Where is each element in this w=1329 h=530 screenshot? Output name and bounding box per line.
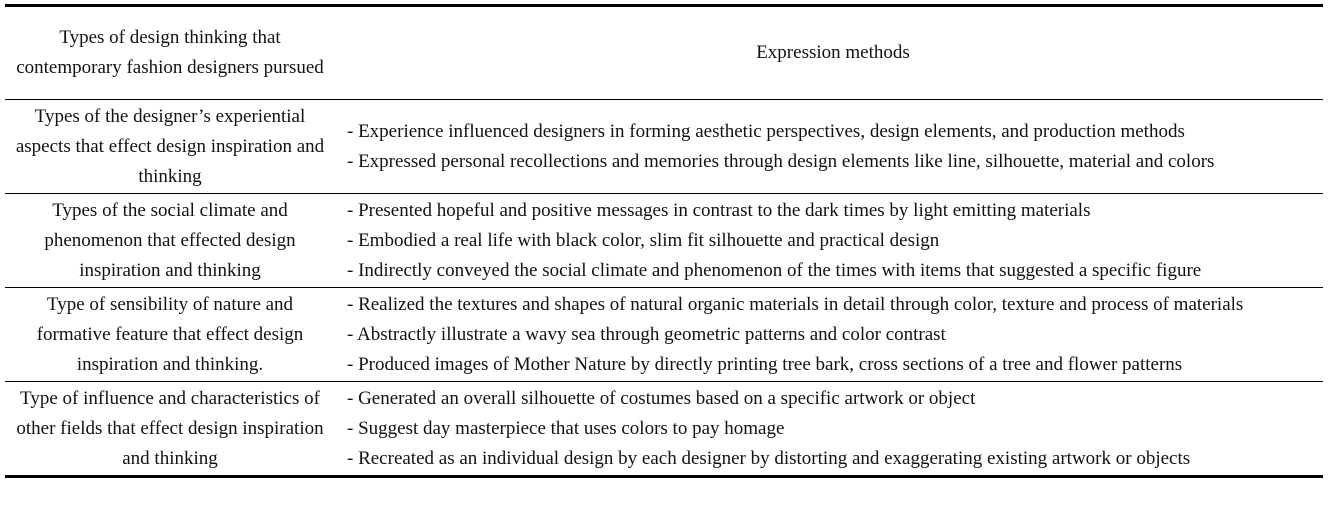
type-cell bbox=[5, 290, 335, 380]
method-item: - Produced images of Mother Nature by directly printing tree bark, cross sections of a tree and flower patterns bbox=[347, 354, 1183, 375]
type-label: Type of influence and characteristics of other fields that effect design inspiration and thinking bbox=[16, 388, 324, 469]
method-item: - Indirectly conveyed the social climate and phenomenon of the times with items that suggested a specific figure bbox=[347, 260, 1202, 281]
header-methods-label: Expression methods bbox=[756, 42, 910, 63]
header-cell-types bbox=[5, 7, 335, 99]
method-item: - Expressed personal recollections and memories through design elements like line, silhouette, material and colors bbox=[347, 151, 1215, 172]
table-row bbox=[5, 194, 1323, 287]
design-thinking-table bbox=[5, 4, 1323, 478]
type-cell bbox=[5, 196, 335, 286]
type-cell bbox=[5, 384, 335, 474]
header-cell-methods bbox=[335, 7, 1323, 99]
method-item: - Recreated as an individual design by each designer by distorting and exaggerating existing artwork or objects bbox=[347, 448, 1191, 469]
methods-cell bbox=[335, 384, 1323, 474]
method-item: - Experience influenced designers in forming aesthetic perspectives, design elements, and production methods bbox=[347, 121, 1185, 142]
method-item: - Abstractly illustrate a wavy sea through geometric patterns and color contrast bbox=[347, 324, 946, 345]
table-row bbox=[5, 288, 1323, 381]
header-types-label: Types of design thinking that contemporary fashion designers pursued bbox=[16, 27, 324, 78]
type-label: Types of the social climate and phenomenon that effected design inspiration and thinking bbox=[44, 200, 296, 281]
method-item: - Realized the textures and shapes of natural organic materials in detail through color, texture and process of materials bbox=[347, 294, 1244, 315]
table-row bbox=[5, 100, 1323, 193]
type-label: Type of sensibility of nature and formative feature that effect design inspiration and thinking. bbox=[36, 294, 304, 375]
method-item: - Generated an overall silhouette of costumes based on a specific artwork or object bbox=[347, 388, 976, 409]
table-bottom-rule bbox=[5, 475, 1323, 478]
table-row bbox=[5, 382, 1323, 475]
method-item: - Suggest day masterpiece that uses colors to pay homage bbox=[347, 418, 785, 439]
method-item: - Presented hopeful and positive messages in contrast to the dark times by light emitting materials bbox=[347, 200, 1091, 221]
table-header-row bbox=[5, 7, 1323, 99]
method-item: - Embodied a real life with black color, slim fit silhouette and practical design bbox=[347, 230, 940, 251]
methods-cell bbox=[335, 290, 1323, 380]
methods-cell bbox=[335, 102, 1323, 192]
methods-cell bbox=[335, 196, 1323, 286]
type-cell bbox=[5, 102, 335, 192]
type-label: Types of the designer’s experiential aspects that effect design inspiration and thinking bbox=[15, 106, 325, 187]
